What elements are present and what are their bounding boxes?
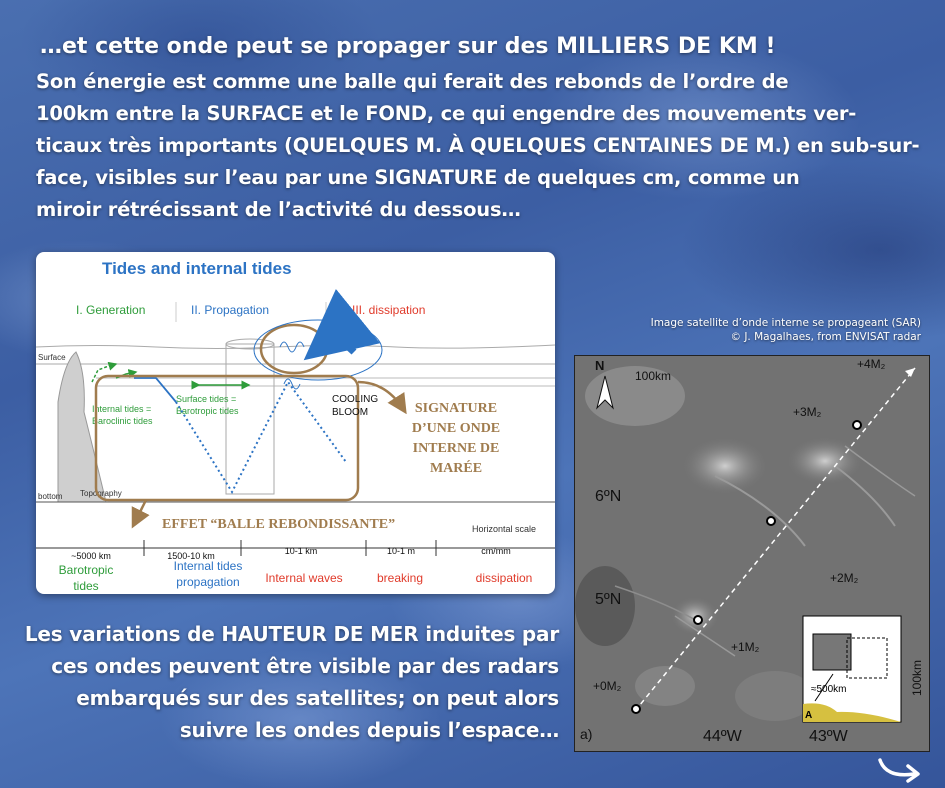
paragraph-line: ticaux très importants (QUELQUES M. À QUELQUES CENTAINES DE M.) en sub-sur- bbox=[36, 134, 920, 157]
paragraph-line: face, visibles sur l’eau par une SIGNATURE de quelques cm, comme un bbox=[36, 166, 800, 189]
marker-label-0: +0M₂ bbox=[593, 679, 622, 693]
bottom-line: embarqués sur des satellites; on peut alors bbox=[76, 686, 559, 710]
marker-label-3: +3M₂ bbox=[793, 405, 822, 419]
scale-range: cm/mm bbox=[481, 546, 511, 556]
paragraph-line: Son énergie est comme une balle qui ferait des rebonds de l’ordre de bbox=[36, 70, 789, 93]
next-arrow-icon[interactable] bbox=[876, 752, 926, 784]
horizontal-scale-label: Horizontal scale bbox=[472, 524, 537, 534]
scale-range: ~5000 km bbox=[71, 551, 111, 561]
phase-propagation: II. Propagation bbox=[191, 303, 270, 317]
marker-1 bbox=[694, 616, 702, 624]
internal-tides-label-2: Baroclinic tides bbox=[92, 416, 153, 426]
marker-label-4: +4M₂ bbox=[857, 357, 886, 371]
signature-line-2: D’UNE ONDE bbox=[411, 421, 501, 436]
sar-satellite-image bbox=[574, 355, 930, 752]
heading: …et cette onde peut se propager sur des MILLIERS DE KM ! bbox=[40, 34, 776, 59]
surface-tides-label-1: Surface tides = bbox=[176, 394, 237, 404]
scale-range: 10-1 km bbox=[284, 546, 318, 556]
scale-right: 100km bbox=[910, 659, 924, 696]
scale-top: 100km bbox=[635, 369, 672, 383]
inset-letter: A bbox=[805, 710, 813, 721]
scale-label: breaking bbox=[376, 571, 424, 585]
topography-label: Topography bbox=[80, 489, 122, 498]
marker-0 bbox=[632, 705, 640, 713]
credit-line-1: Image satellite d’onde interne se propageant (SAR) bbox=[650, 317, 921, 329]
paragraph-line: 100km entre la SURFACE et le FOND, ce qui engendre des mouvements ver- bbox=[36, 102, 857, 125]
lon-43: 43ºW bbox=[809, 728, 848, 745]
scale-label: Internal tides bbox=[173, 559, 243, 573]
bottom-paragraph bbox=[19, 618, 559, 746]
diagram-title: Tides and internal tides bbox=[102, 259, 292, 278]
scale-label: tides bbox=[73, 579, 99, 593]
surface-tides-label-2: Barotropic tides bbox=[176, 406, 239, 416]
scale-range: 1500-10 km bbox=[167, 551, 215, 561]
cooling-label-1: COOLING bbox=[332, 394, 379, 405]
phase-generation: I. Generation bbox=[76, 303, 146, 317]
signature-line-3: INTERNE DE bbox=[412, 441, 500, 456]
credit-line-2: © J. Magalhaes, from ENVISAT radar bbox=[730, 331, 921, 343]
intro-paragraph bbox=[36, 66, 920, 226]
bottom-label: bottom bbox=[38, 492, 63, 501]
cooling-label-2: BLOOM bbox=[332, 407, 369, 418]
lat-5: 5ºN bbox=[595, 591, 622, 608]
lat-6: 6ºN bbox=[595, 488, 622, 505]
scale-label: Barotropic bbox=[58, 563, 114, 577]
scale-label: propagation bbox=[176, 575, 240, 589]
marker-3 bbox=[853, 421, 861, 429]
scale-range: 10-1 m bbox=[386, 546, 416, 556]
signature-line-4: MARÉE bbox=[429, 461, 483, 476]
inset-scale: ≈500km bbox=[811, 684, 847, 695]
marker-2 bbox=[767, 517, 775, 525]
internal-tides-label-1: Internal tides = bbox=[92, 404, 152, 414]
effect-label: EFFET “BALLE REBONDISSANTE” bbox=[162, 517, 396, 532]
north-label: N bbox=[595, 358, 605, 373]
marker-label-1: +1M₂ bbox=[731, 640, 760, 654]
panel-label: a) bbox=[580, 726, 593, 742]
bottom-line: ces ondes peuvent être visible par des radars bbox=[51, 654, 559, 678]
surface-label: Surface bbox=[38, 353, 66, 362]
phase-dissipation: III. dissipation bbox=[352, 303, 426, 317]
location-inset bbox=[803, 616, 901, 722]
scale-label: dissipation bbox=[475, 571, 533, 585]
lon-44: 44ºW bbox=[703, 728, 742, 745]
paragraph-line: miroir rétrécissant de l’activité du dessous… bbox=[36, 198, 521, 221]
internal-tides-diagram bbox=[36, 252, 555, 594]
scale-label: Internal waves bbox=[265, 571, 343, 585]
bottom-line: suivre les ondes depuis l’espace… bbox=[179, 718, 559, 742]
bottom-line: Les variations de HAUTEUR DE MER induites par bbox=[24, 622, 559, 646]
signature-line-1: SIGNATURE bbox=[414, 401, 498, 416]
marker-label-2: +2M₂ bbox=[830, 571, 859, 585]
